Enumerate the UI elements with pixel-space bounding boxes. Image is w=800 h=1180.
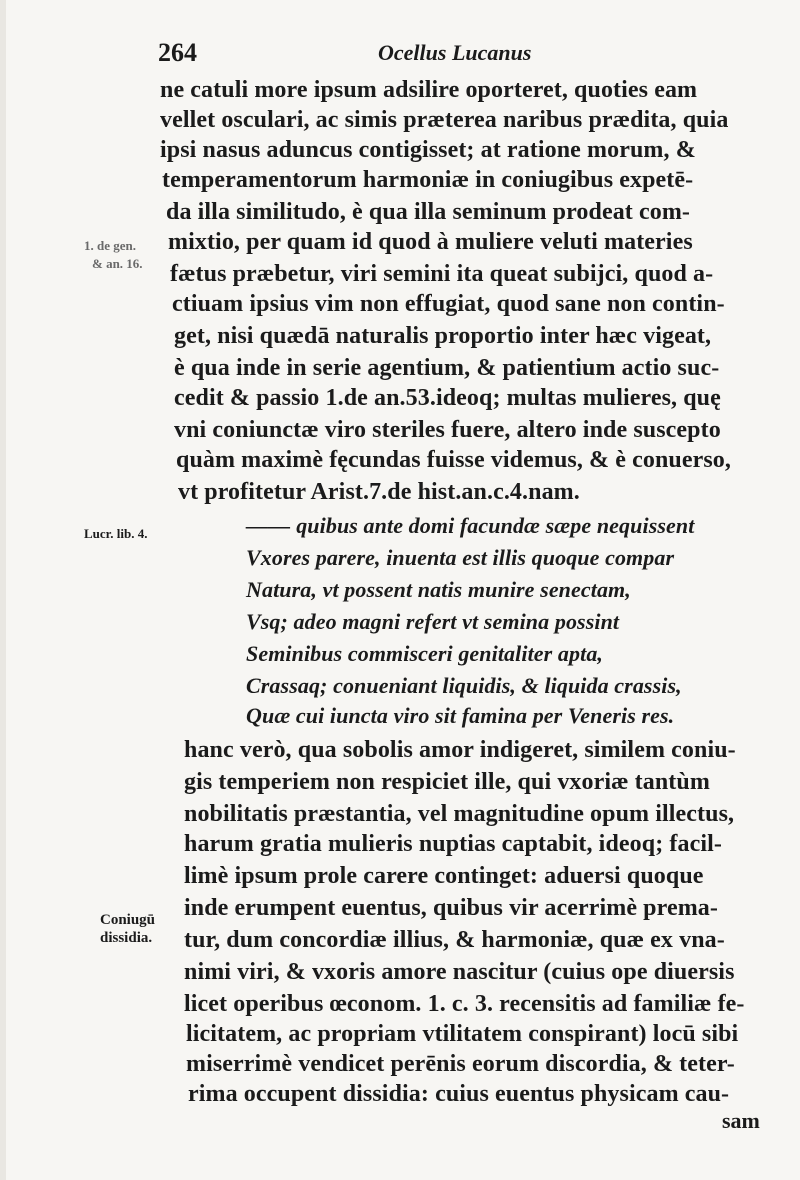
verse-line: Vxores parere, inuenta est illis quoque compar	[246, 545, 675, 570]
catchword: sam	[722, 1108, 760, 1133]
text-line: rima occupent dissidia: cuius euentus physicam cau-	[188, 1081, 730, 1107]
running-title: Ocellus Lucanus	[378, 40, 532, 65]
margin-note-reference: & an. 16.	[92, 256, 143, 271]
text-line: mixtio, per quam id quod à muliere veluti materies	[168, 229, 693, 255]
text-line: ne catuli more ipsum adsilire oporteret, quoties eam	[160, 77, 698, 103]
margin-note-lucretius: Lucr. lib. 4.	[84, 526, 148, 541]
text-line: licitatem, ac propriam vtilitatem conspirant) locū sibi	[186, 1021, 739, 1047]
verse-text: quibus ante domi facundæ sæpe nequissent	[296, 513, 695, 538]
text-line: licet operibus œconom. 1. c. 3. recensitis ad familiæ fe-	[184, 991, 745, 1017]
text-line: limè ipsum prole carere continget: aduersi quoque	[184, 863, 704, 889]
text-line: cedit & passio 1.de an.53.ideoq; multas mulieres, quę	[174, 385, 721, 411]
page-edge-shadow	[0, 0, 6, 1180]
text-line: quàm maximè fęcundas fuisse videmus, & è conuerso,	[176, 447, 731, 473]
text-line: nimi viri, & vxoris amore nascitur (cuius ope diuersis	[184, 959, 735, 985]
text-line: vni coniunctæ viro steriles fuere, altero inde suscepto	[174, 417, 721, 443]
text-line: temperamentorum harmoniæ in coniugibus expetē-	[162, 167, 694, 193]
verse-dash: ——	[246, 513, 291, 538]
verse-line: Natura, vt possent natis munire senectam,	[246, 577, 631, 602]
text-line: vt profitetur Arist.7.de hist.an.c.4.nam.	[178, 479, 580, 505]
text-line: hanc verò, qua sobolis amor indigeret, similem coniu-	[184, 737, 736, 763]
verse-line: Seminibus commisceri genitaliter apta,	[246, 641, 604, 666]
margin-note-heading: dissidia.	[100, 930, 153, 946]
text-line: ctiuam ipsius vim non effugiat, quod sane non contin-	[172, 291, 725, 317]
text-line: nobilitatis præstantia, vel magnitudine opum illectus,	[184, 801, 735, 827]
verse-line-first	[246, 512, 694, 540]
margin-note-heading: Coniugū	[100, 912, 156, 928]
text-line: get, nisi quædā naturalis proportio inter hæc vigeat,	[174, 323, 712, 349]
margin-note-reference: 1. de gen.	[84, 238, 136, 253]
text-line: tur, dum concordiæ illius, & harmoniæ, quæ ex vna-	[184, 927, 725, 953]
text-line: è qua inde in serie agentium, & patientium actio suc-	[174, 355, 720, 381]
verse-line: Crassaq; conueniant liquidis, & liquida crassis,	[246, 673, 682, 698]
verse-line: Quæ cui iuncta viro sit famina per Veneris res.	[246, 703, 675, 728]
text-line: vellet osculari, ac simis præterea naribus prædita, quia	[160, 107, 729, 133]
text-line: ipsi nasus aduncus contigisset; at ratione morum, &	[160, 137, 696, 163]
text-line: gis temperiem non respiciet ille, qui vxoriæ tantùm	[184, 769, 710, 795]
verse-line: Vsq; adeo magni refert vt semina possint	[246, 609, 620, 634]
text-line: miserrimè vendicet perēnis eorum discordia, & teter-	[186, 1051, 735, 1077]
text-line: da illa similitudo, è qua illa seminum prodeat com-	[166, 199, 691, 225]
text-line: harum gratia mulieris nuptias captabit, ideoq; facil-	[184, 831, 722, 857]
page-number: 264	[158, 38, 197, 67]
text-line: fætus præbetur, viri semini ita queat subijci, quod a-	[170, 261, 714, 287]
text-line: inde erumpent euentus, quibus vir acerrimè prema-	[184, 895, 718, 921]
